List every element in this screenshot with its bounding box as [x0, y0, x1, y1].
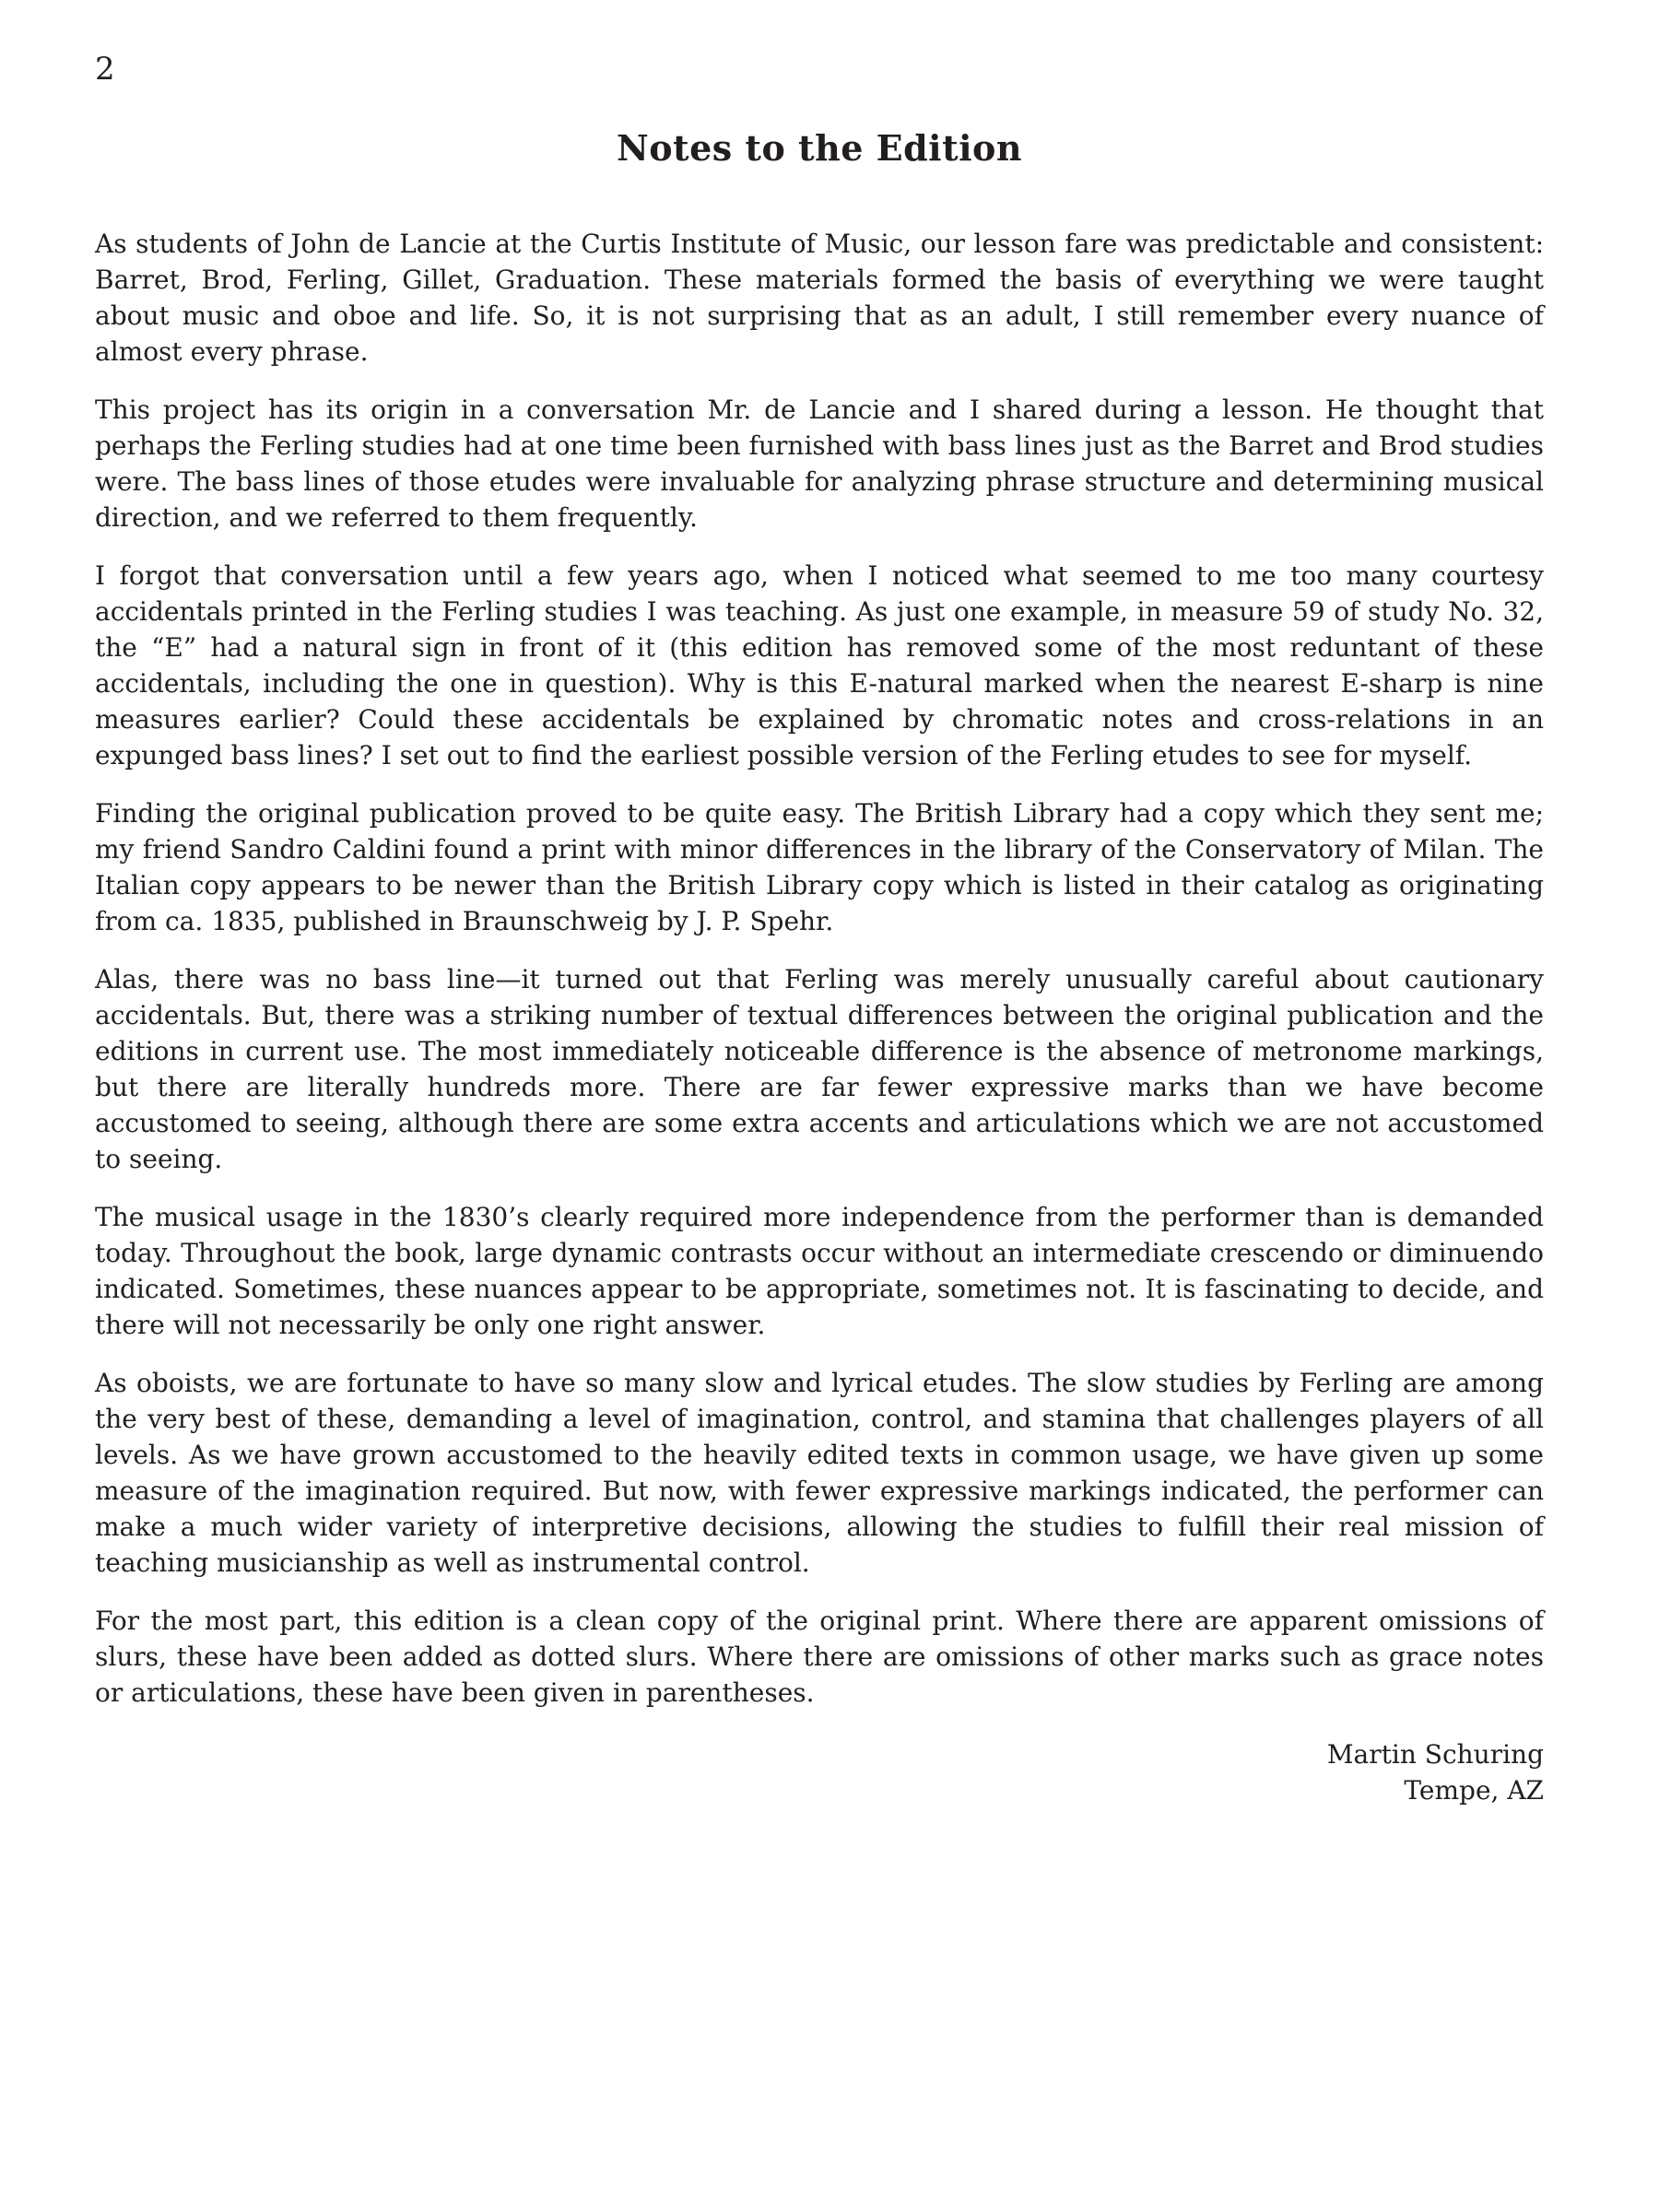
page-number: 2	[95, 51, 115, 88]
paragraph-project-origin: This project has its origin in a conversation Mr. de Lancie and I shared during a lesson. He thought that perhaps the Ferling studies had at one time been furnished with bass lines just as the Barret and Brod studies were. The bass lines of those etudes were invaluable for analyzing phrase structure and determining musical direction, and we referred to them frequently.	[95, 394, 1544, 533]
paragraph-oboists-slow-etudes: As oboists, we are fortunate to have so many slow and lyrical etudes. The slow studies by Ferling are among the very best of these, demanding a level of imagination, control, and stamina that challenges players of all levels. As we have grown accustomed to the heavily edited texts in common usage, we have given up some measure of the imagination required. But now, with fewer expressive markings indicated, the performer can make a much wider variety of interpretive decisions, allowing the studies to fulfill their real mission of teaching musicianship as well as instrumental control.	[95, 1368, 1544, 1578]
signature-block	[95, 1736, 1544, 1808]
signature-name: Martin Schuring	[1326, 1739, 1544, 1770]
paragraph-students-of-de-lancie: As students of John de Lancie at the Curtis Institute of Music, our lesson fare was predictable and consistent: Barret, Brod, Ferling, Gillet, Graduation. These materials formed the basis of everything we were taught about music and oboe and life. So, it is not surprising that as an adult, I still remember every nuance of almost every phrase.	[95, 229, 1544, 367]
page-content	[95, 127, 1544, 1808]
paragraph-courtesy-accidentals: I forgot that conversation until a few years ago, when I noticed what seemed to me too many courtesy accidentals printed in the Ferling studies I was teaching. As just one example, in measure 59 of study No. 32, the “E” had a natural sign in front of it (this edition has removed some of the most reduntant of these accidentals, including the one in question). Why is this E-natural marked when the nearest E-sharp is nine measures earlier? Could these accidentals be explained by chromatic notes and cross-relations in an expunged bass lines? I set out to find the earliest possible version of the Ferling etudes to see for myself.	[95, 560, 1544, 771]
paragraph-finding-original-publication: Finding the original publication proved to be quite easy. The British Library had a copy which they sent me; my friend Sandro Caldini found a print with minor differences in the library of the Conservatory of Milan. The Italian copy appears to be newer than the British Library copy which is listed in their catalog as originating from ca. 1835, published in Braunschweig by J. P. Spehr.	[95, 798, 1544, 936]
signature-location: Tempe, AZ	[1404, 1775, 1544, 1806]
paragraph-clean-copy: For the most part, this edition is a clean copy of the original print. Where there are apparent omissions of slurs, these have been added as dotted slurs. Where there are omissions of other marks such as grace notes or articulations, these have been given in parentheses.	[95, 1606, 1544, 1708]
paragraph-musical-usage-1830s: The musical usage in the 1830’s clearly required more independence from the performer than is demanded today. Throughout the book, large dynamic contrasts occur without an intermediate crescendo or diminuendo indicated. Sometimes, these nuances appear to be appropriate, sometimes not. It is fascinating to decide, and there will not necessarily be only one right answer.	[95, 1202, 1544, 1340]
page-title: Notes to the Edition	[616, 127, 1023, 169]
paragraph-no-bass-line: Alas, there was no bass line—it turned out that Ferling was merely unusually careful about cautionary accidentals. But, there was a striking number of textual differences between the original publication and the editions in current use. The most immediately noticeable difference is the absence of metronome markings, but there are literally hundreds more. There are far fewer expressive marks than we have become accustomed to seeing, although there are some extra accents and articulations which we are not accustomed to seeing.	[95, 964, 1544, 1174]
